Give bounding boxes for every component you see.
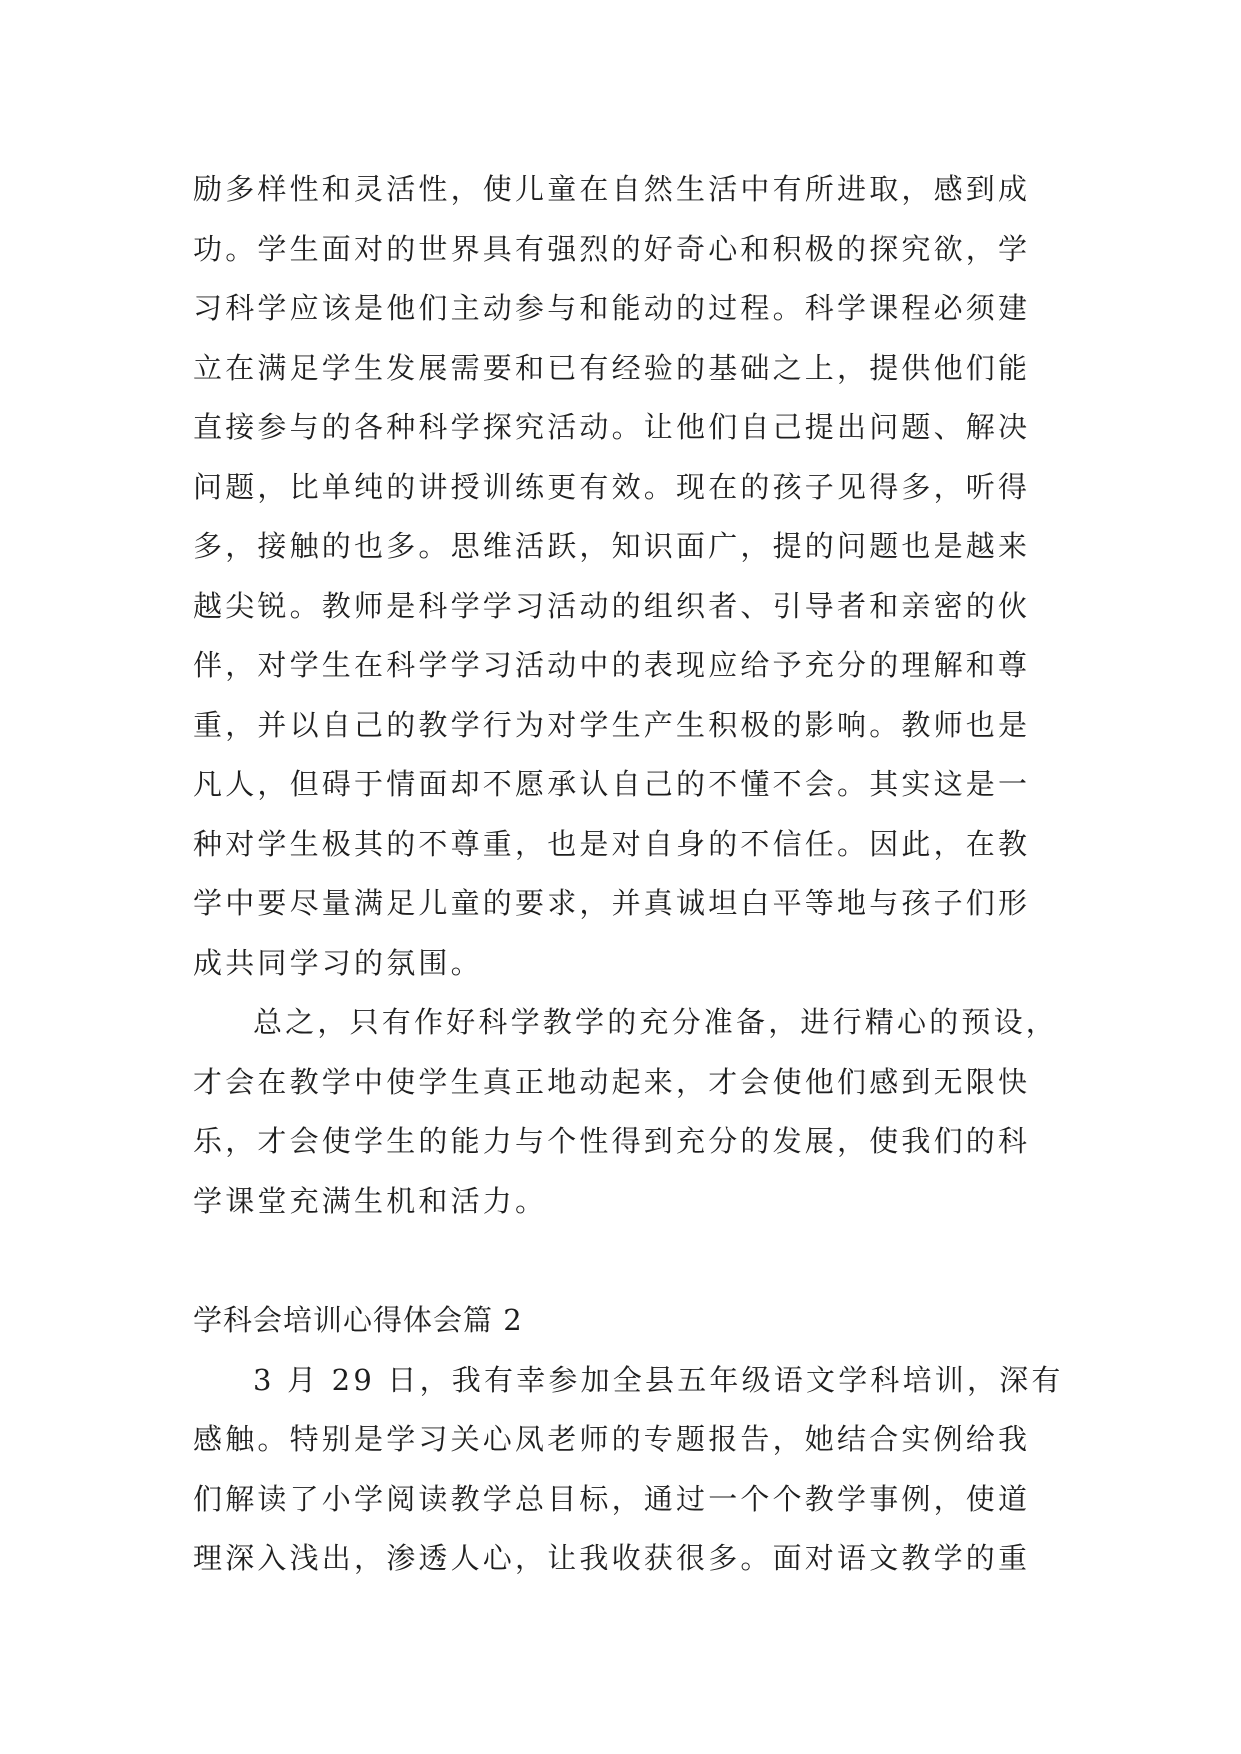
paragraph-line: 3 月 29 日，我有幸参加全县五年级语文学科培训，深有 [253,1362,1064,1397]
paragraph-line: 们解读了小学阅读教学总目标，通过一个个教学事例，使道 [193,1481,1031,1516]
paragraph-line: 直接参与的各种科学探究活动。让他们自己提出问题、解决 [193,410,1031,444]
paragraph-line: 习科学应该是他们主动参与和能动的过程。科学课程必须建 [193,291,1031,325]
paragraph-line: 越尖锐。教师是科学学习活动的组织者、引导者和亲密的伙 [193,588,1031,623]
conclusion-paragraph-line: 乐，才会使学生的能力与个性得到充分的发展，使我们的科 [193,1124,1031,1158]
paragraph-line: 伴，对学生在科学学习活动中的表现应给予充分的理解和尊 [193,648,1031,682]
paragraph-line: 感触。特别是学习关心凤老师的专题报告，她结合实例给我 [193,1422,1031,1456]
section-spacer [193,1231,1053,1291]
paragraph-line: 问题，比单纯的讲授训练更有效。现在的孩子见得多，听得 [193,469,1031,504]
paragraph-line: 种对学生极其的不尊重，也是对自身的不信任。因此，在教 [193,826,1031,861]
paragraph-line: 立在满足学生发展需要和已有经验的基础之上，提供他们能 [193,350,1031,385]
paragraph-line: 成共同学习的氛围。 [193,945,483,980]
conclusion-paragraph-line: 学课堂充满生机和活力。 [193,1183,548,1218]
paragraph-line: 学中要尽量满足儿童的要求，并真诚坦白平等地与孩子们形 [193,886,1031,920]
paragraph-line: 功。学生面对的世界具有强烈的好奇心和积极的探究欲，学 [193,231,1031,266]
document-body [193,160,1064,1589]
paragraph-line: 理深入浅出，渗透人心，让我收获很多。面对语文教学的重 [193,1541,1031,1575]
section-heading: 学科会培训心得体会篇 2 [193,1303,523,1337]
conclusion-paragraph-line: 才会在教学中使学生真正地动起来，才会使他们感到无限快 [193,1064,1031,1099]
paragraph-line: 重，并以自己的教学行为对学生产生积极的影响。教师也是 [193,707,1031,742]
paragraph-line: 励多样性和灵活性，使儿童在自然生活中有所进取，感到成 [193,172,1031,206]
conclusion-paragraph-line: 总之，只有作好科学教学的充分准备，进行精心的预设， [253,1005,1059,1039]
paragraph-line: 多，接触的也多。思维活跃，知识面广，提的问题也是越来 [193,529,1031,563]
paragraph-line: 凡人，但碍于情面却不愿承认自己的不懂不会。其实这是一 [193,767,1031,801]
